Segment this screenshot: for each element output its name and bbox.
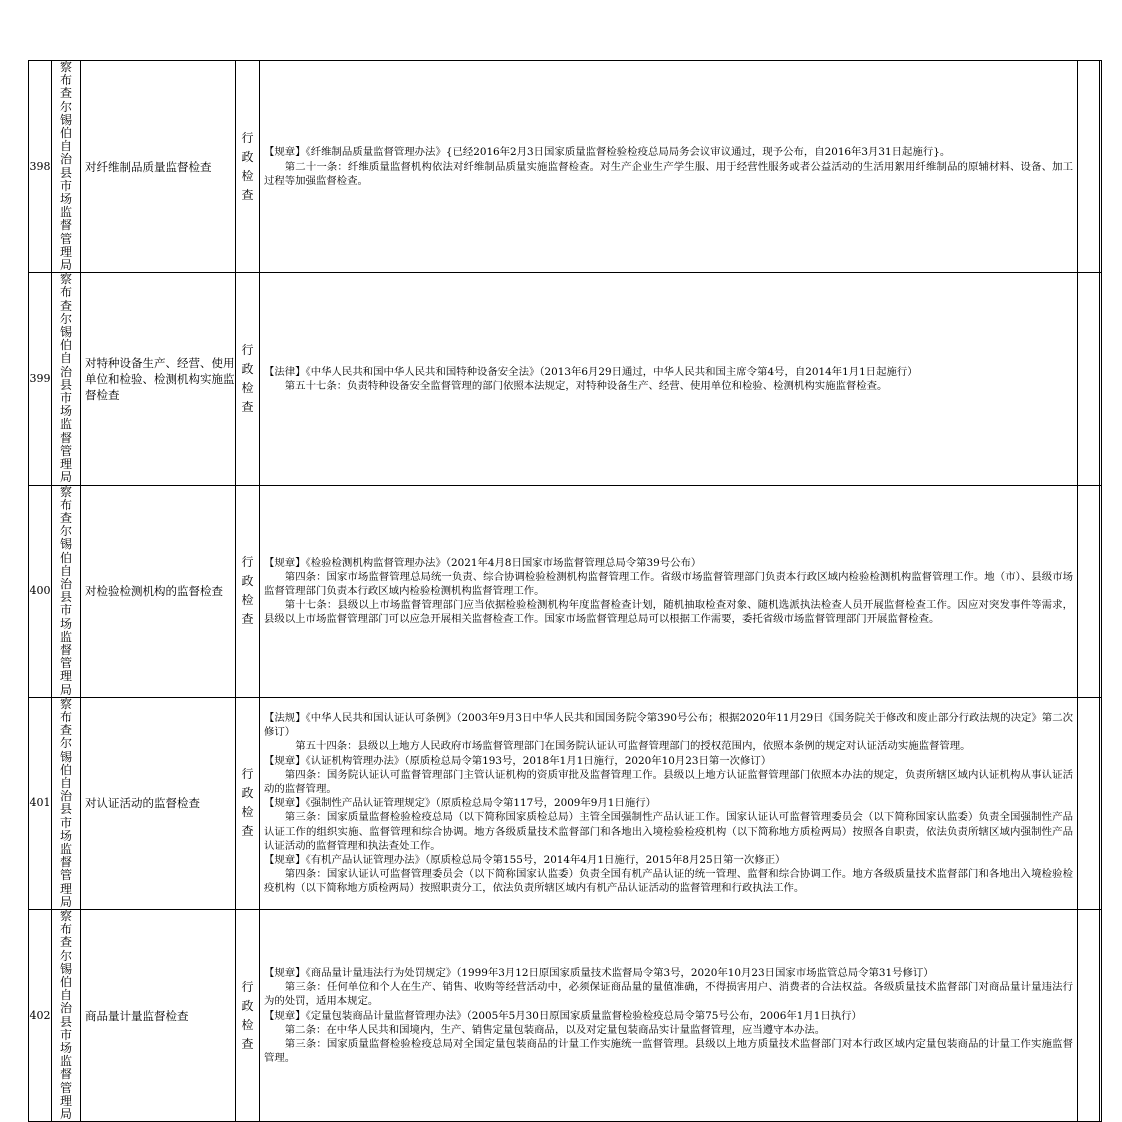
empty-cell [1100,910,1102,1122]
empty-cell [1078,697,1100,909]
department-cell [52,61,81,273]
basis-line: 第三条：国家质量监督检验检疫总局对全国定量包装商品的计量工作实施统一监督管理。县级以上地方质量技术监督部门对本行政区域内定量包装商品的计量工作实施监督管理。 [264,1037,1073,1065]
basis-line: 第三条：任何单位和个人在生产、销售、收购等经营活动中，必须保证商品量的量值准确，不得损害用户、消费者的合法权益。各级质量技术监督部门对商品量计量违法行为的处罚，适用本规定。 [264,981,1073,1008]
row-number: 399 [29,273,52,485]
item-type: 行政检查 [241,555,254,627]
department-text: 察布查尔锡伯自治县市场监督管理局 [59,909,72,1122]
basis-line: 【法规】《中华人民共和国认证认可条例》（2003年9月3日中华人民共和国国务院令第390号公布；根据2020年11月29日《国务院关于修改和废止部分行政法规的决定》第二次修订） [264,712,1073,739]
empty-cell [1100,61,1102,273]
basis-line: 【规章】《检验检测机构监督管理办法》（2021年4月8日国家市场监督管理总局令第39号公布） [264,556,702,569]
basis-line: 第三条：国家质量监督检验检疫总局（以下简称国家质检总局）主管全国强制性产品认证工作。国家认证认可监督管理委员会（以下简称国家认监委）负责全国强制性产品认证工作的组织实施、监督管理和综合协调。地方各级质量技术监督部门和各地出入境检验检疫机构（以下简称地方质检两局）按照各自职责，依法负责所辖区域内强制性产品认证活动的监督管理和执法查处工作。 [264,811,1073,852]
department-text: 察布查尔锡伯自治县市场监督管理局 [59,60,72,273]
table-row [29,273,1102,485]
type-cell [236,273,260,485]
legal-basis-cell [260,273,1078,485]
empty-cell [1100,697,1102,909]
basis-line: 【规章】《认证机构管理办法》（原质检总局令第193号，2018年1月1日施行，2020年10月23日第一次修订） [264,754,772,767]
item-type: 行政检查 [241,767,254,839]
type-cell [236,485,260,697]
empty-cell [1100,485,1102,697]
basis-line: 第五十四条：县级以上地方人民政府市场监督管理部门在国务院认证认可监督管理部门的授权范围内，依照本条例的规定对认证活动实施监督管理。 [295,740,971,753]
empty-cell [1078,273,1100,485]
department-cell [52,697,81,909]
basis-line: 第五十七条：负责特种设备安全监督管理的部门依照本法规定，对特种设备生产、经营、使用单位和检验、检测机构实施监督检查。 [284,379,888,392]
basis-line: 【规章】《有机产品认证管理办法》（原质检总局令第155号，2014年4月1日施行，2015年8月25日第一次修正） [264,854,786,867]
row-number: 402 [29,910,52,1122]
table-row [29,697,1102,909]
legal-basis-cell [260,485,1078,697]
table-row [29,61,1102,273]
type-cell [236,61,260,273]
legal-basis-cell [260,61,1078,273]
item-name: 对纤维制品质量监督检查 [85,159,212,174]
basis-line: 【规章】《纤维制品质量监督管理办法》{已经2016年2月3日国家质量监督检验检疫总局局务会议审议通过，现予公布，自2016年3月31日起施行}。 [264,146,951,159]
item-name: 对特种设备生产、经营、使用单位和检验、检测机构实施监督检查 [85,355,235,402]
basis-line: 第四条：国家市场监督管理总局统一负责、综合协调检验检测机构监督管理工作。省级市场监督管理部门负责本行政区域内检验检测机构监督管理工作。地（市）、县级市场监督管理部门负责本行政区域内检验检测机构监督管理工作。 [264,570,1073,598]
law-enforcement-table [28,60,1102,1122]
department-text: 察布查尔锡伯自治县市场监督管理局 [59,484,72,697]
empty-cell [1078,61,1100,273]
row-number: 400 [29,485,52,697]
row-number: 398 [29,61,52,273]
basis-line: 第二条：在中华人民共和国境内，生产、销售定量包装商品，以及对定量包装商品实计量监督管理，应当遵守本办法。 [284,1023,826,1036]
empty-cell [1100,273,1102,485]
basis-line: 【规章】《商品量计量违法行为处罚规定》（1999年3月12日原国家质量技术监督局令第3号，2020年10月23日国家市场监管总局令第31号修订） [264,966,934,979]
item-type: 行政检查 [241,979,254,1051]
basis-line: 第二十一条：纤维质量监督机构依法对纤维制品质量实施监督检查。对生产企业生产学生服、用于经营性服务或者公益活动的生活用絮用纤维制品的原辅材料、设备、加工过程等加强监督检查。 [264,160,1073,187]
table-row [29,910,1102,1122]
item-name: 对认证活动的监督检查 [85,796,200,811]
department-text: 察布查尔锡伯自治县市场监督管理局 [59,696,72,909]
item-name-cell [81,273,236,485]
department-cell [52,485,81,697]
item-type: 行政检查 [241,130,254,202]
basis-line: 第十七条：县级以上市场监督管理部门应当依据检验检测机构年度监督检查计划，随机抽取检查对象、随机选派执法检查人员开展监督检查工作。因应对突发事件等需求，县级以上市场监督管理部门可以应急开展相关监督检查工作。国家市场监督管理总局可以根据工作需要，委托省级市场监督管理部门开展监督检查。 [264,599,1073,626]
legal-basis-cell [260,697,1078,909]
item-type: 行政检查 [241,342,254,414]
basis-line: 【法律】《中华人民共和国中华人民共和国特种设备安全法》（2013年6月29日通过，中华人民共和国主席令第4号，自2014年1月1日起施行） [264,365,918,378]
legal-basis-cell [260,910,1078,1122]
basis-line: 第四条：国家认证认可监督管理委员会（以下简称国家认监委）负责全国有机产品认证的统一管理、监督和综合协调工作。地方各级质量技术监督部门和各地出入境检验检疫机构（以下简称地方质检两局）按照职责分工，依法负责所辖区域内有机产品认证活动的监督管理和行政执法工作。 [264,868,1073,895]
item-name-cell [81,697,236,909]
department-cell [52,273,81,485]
item-name-cell [81,61,236,273]
type-cell [236,910,260,1122]
department-text: 察布查尔锡伯自治县市场监督管理局 [59,272,72,485]
row-number: 401 [29,697,52,909]
table-row [29,485,1102,697]
department-cell [52,910,81,1122]
item-name: 对检验检测机构的监督检查 [85,584,223,599]
item-name: 商品量计量监督检查 [85,1008,189,1023]
empty-cell [1078,910,1100,1122]
item-name-cell [81,910,236,1122]
basis-line: 【规章】《定量包装商品计量监督管理办法》（2005年5月30日原国家质量监督检验检疫总局令第75号公布，2006年1月1日执行） [264,1009,862,1022]
item-name-cell [81,485,236,697]
type-cell [236,697,260,909]
basis-line: 【规章】《强制性产品认证管理规定》（原质检总局令第117号，2009年9月1日施行） [264,797,656,810]
empty-cell [1078,485,1100,697]
basis-line: 第四条：国务院认证认可监督管理部门主管认证机构的资质审批及监督管理工作。县级以上地方认证监督管理部门依照本办法的规定，负责所辖区域内认证机构从事认证活动的监督管理。 [264,768,1073,796]
